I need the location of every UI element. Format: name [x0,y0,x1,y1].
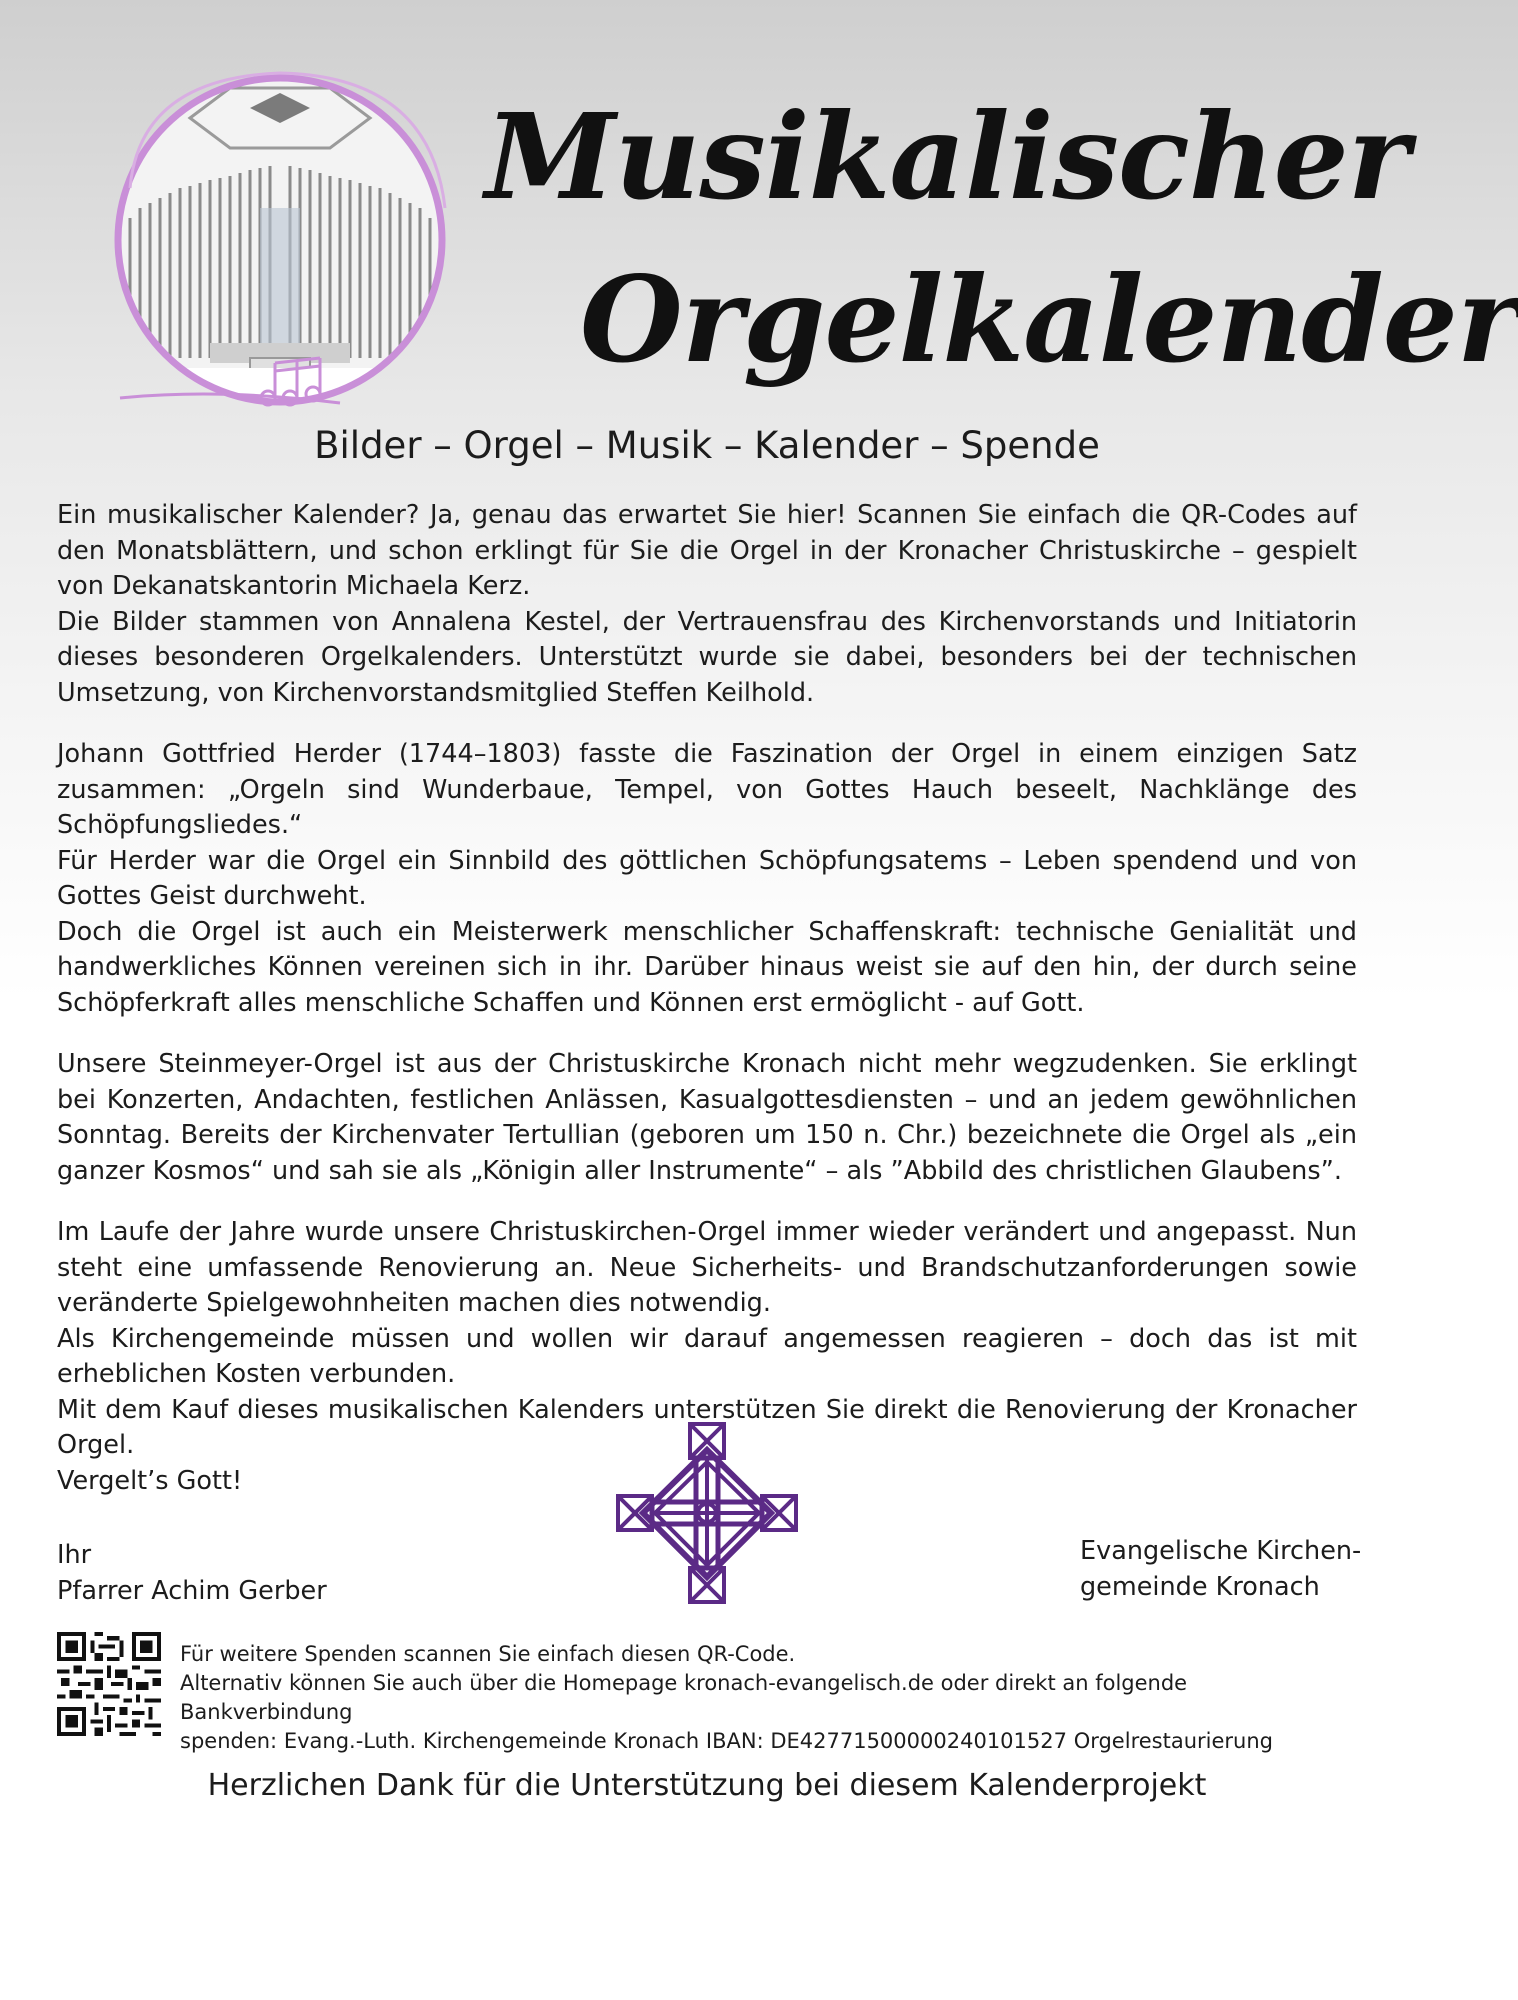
paragraph-intro [57,498,1357,711]
body-text [57,498,1357,1490]
donation-info [180,1640,1355,1756]
bank-account: Evang.-Luth. Kirchengemeinde Kronach [283,1729,700,1753]
title-line-1: Musikalischer [485,87,1409,226]
church-cross-icon [616,1422,798,1604]
title-line-2: Orgelkalender [580,250,1518,389]
greeting: Vergelt’s Gott! [57,1466,243,1496]
donation-qr-code[interactable] [57,1632,161,1736]
bank-purpose: Orgelrestaurierung [1073,1729,1273,1753]
congregation-line-2: gemeinde Kronach [1080,1572,1320,1602]
paragraph-herder [57,737,1357,1021]
donation-line-1: Für weitere Spenden scannen Sie einfach diesen QR-Code. [180,1642,796,1666]
subtitle: Bilder – Orgel – Musik – Kalender – Spende [314,424,1100,467]
paragraph-line: Ein musikalischer Kalender? Ja, genau das erwartet Sie hier! Scannen Sie einfach die QR-Codes auf den Monatsblättern, und schon erklingt für Sie die Orgel in der Kronacher Christuskirche – gespielt von Dekanatskantorin Michaela Kerz. [57,500,1357,601]
bank-label: spenden: [180,1729,278,1753]
footer-thanks: Herzlichen Dank für die Unterstützung bei diesem Kalenderprojekt [207,1768,1207,1803]
organ-pipes-image [100,58,460,428]
paragraph-line: Die Bilder stammen von Annalena Kestel, der Vertrauensfrau des Kirchenvorstands und Initiatorin dieses besonderen Orgelkalenders. Unterstützt wurde sie dabei, besonders bei der technischen Umsetzung, von Kirchenvorstandsmitglied Steffen Keilhold. [57,606,1357,708]
signature-line-1: Ihr [57,1540,92,1570]
paragraph-line: Für Herder war die Orgel ein Sinnbild des göttlichen Schöpfungsatems – Leben spendend und von Gottes Geist durchweht. [57,845,1357,911]
signature [57,1537,327,1609]
signature-line-2: Pfarrer Achim Gerber [57,1576,327,1606]
paragraph-line: Im Laufe der Jahre wurde unsere Christuskirchen-Orgel immer wieder verändert und angepasst. Nun steht eine umfassende Renovierung an. Neue Sicherheits- und Brandschutzanforderungen sowie veränderte Spielgewohnheiten machen dies notwendig. [57,1217,1357,1318]
paragraph-line: Als Kirchengemeinde müssen und wollen wir darauf angemessen reagieren – doch das ist mit erheblichen Kosten verbunden. [57,1323,1357,1389]
donation-line-2: Alternativ können Sie auch über die Homepage kronach-evangelisch.de oder direkt an folgende Bankverbindung [180,1671,1188,1724]
paragraph-line: Unsere Steinmeyer-Orgel ist aus der Christuskirche Kronach nicht mehr wegzudenken. Sie erklingt bei Konzerten, Andachten, festlichen Anlässen, Kasualgottesdiensten – und an jedem gewöhnlichen Sonntag. Bereits der Kirchenvater Tertullian (geboren um 150 n. Chr.) bezeichnete die Orgel als „ein ganzer Kosmos“ und sah sie als „Königin aller Instrumente“ – als ”Abbild des christlichen Glaubens”. [57,1049,1357,1186]
paragraph-line: Johann Gottfried Herder (1744–1803) fasste die Faszination der Orgel in einem einzigen Satz zusammen: „Orgeln sind Wunderbaue, Tempel, von Gottes Hauch beseelt, Nachklänge des Schöpfungsliedes.“ [57,739,1357,840]
paragraph-line: Doch die Orgel ist auch ein Meisterwerk menschlicher Schaffenskraft: technische Genialität und handwerkliches Können vereinen sich in ihr. Darüber hinaus weist sie auf den hin, der durch seine Schöpferkraft alles menschliche Schaffen und Können erst ermöglicht - auf Gott. [57,916,1357,1018]
bank-iban: IBAN: DE42771500000240101527 [705,1729,1067,1753]
paragraph-line: Mit dem Kauf dieses musikalischen Kalenders unterstützen Sie direkt die Renovierung der Kronacher Orgel. [57,1394,1357,1460]
organ-logo [100,58,460,428]
congregation-line-1: Evangelische Kirchen- [1080,1536,1362,1566]
congregation-name [1080,1533,1361,1605]
bank-details [180,1727,1355,1756]
paragraph-steinmeyer [57,1047,1357,1189]
